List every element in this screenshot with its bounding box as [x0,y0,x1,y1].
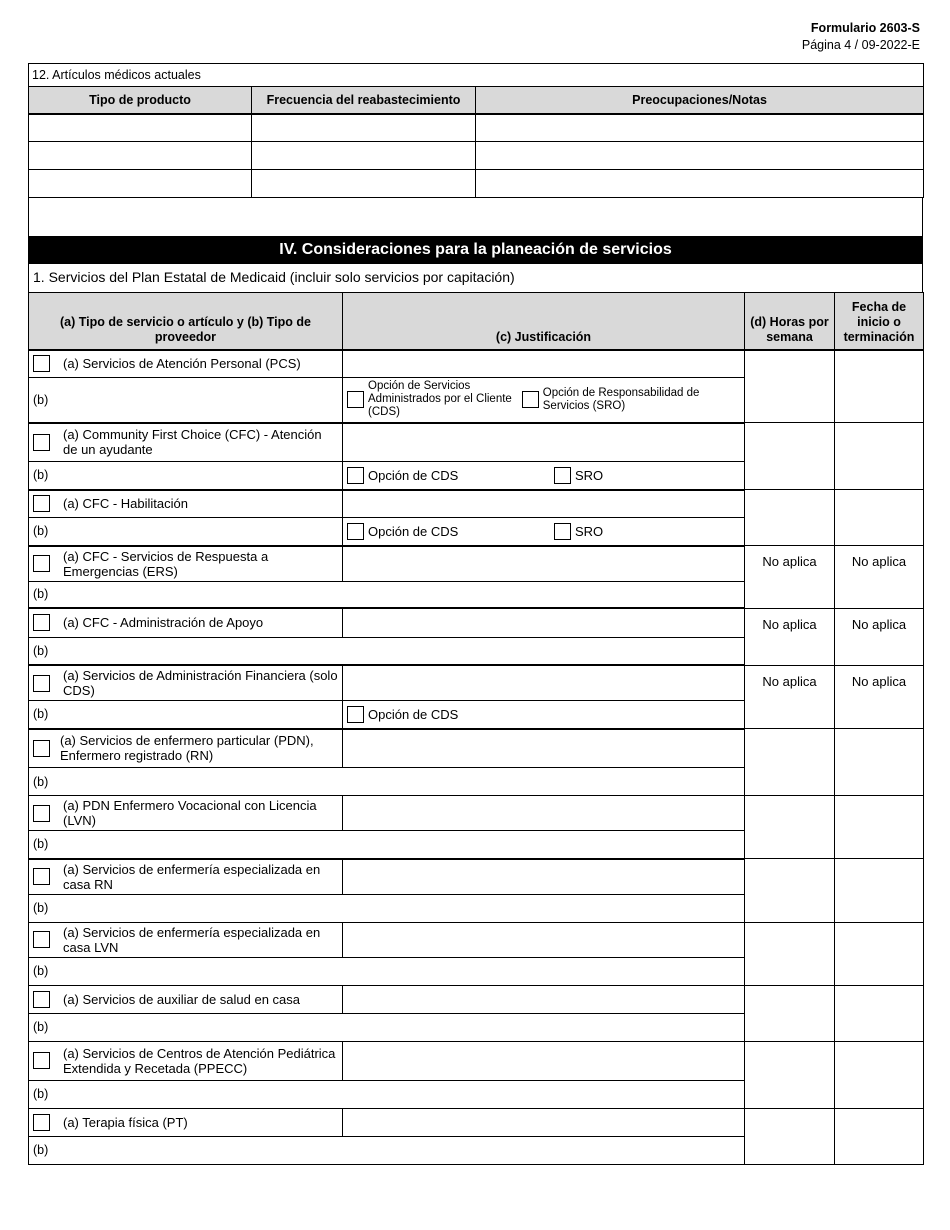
service-label: (a) CFC - Servicios de Respuesta a Emergencias (ERS) [63,548,269,579]
date-field[interactable] [835,1108,924,1164]
service-checkbox[interactable] [33,614,50,631]
col-service-type: (a) Tipo de servicio o artículo y (b) Tipo de proveedor [29,293,343,350]
concerns-notes-field[interactable] [476,114,924,142]
justification-field[interactable] [343,423,745,462]
provider-type-label: (b) [29,894,745,922]
restock-frequency-field[interactable] [252,170,476,198]
service-row [29,546,343,582]
concerns-notes-field[interactable] [476,170,924,198]
sro-option-label: SRO [575,467,604,483]
service-row [29,1108,343,1136]
hours-field[interactable] [745,1041,835,1108]
hours-field[interactable] [745,350,835,423]
provider-type-label: (b) [29,957,745,985]
product-type-field[interactable] [29,170,252,198]
sro-option-label: SRO [575,523,604,539]
hours-not-applicable: No aplica [745,665,835,729]
cds-option-checkbox[interactable] [347,391,364,408]
provider-type-label: (b) [29,1013,745,1041]
service-label: (a) Servicios de Atención Personal (PCS) [63,356,301,372]
service-checkbox[interactable] [33,495,50,512]
date-field[interactable] [835,423,924,490]
col-product-type: Tipo de producto [29,87,252,114]
provider-type-label: (b) [29,581,745,608]
section-4-subtitle: 1. Servicios del Plan Estatal de Medicaid (incluir solo servicios por capitación) [28,264,923,293]
service-label: (a) CFC - Administración de Apoyo [63,615,264,631]
option-cell [343,378,745,423]
restock-frequency-field[interactable] [252,142,476,170]
provider-type-label: (b) [29,1136,745,1164]
service-label: (a) Servicios de auxiliar de salud en casa [63,991,301,1007]
provider-type-label: (b) [29,768,745,796]
justification-field[interactable] [343,1108,745,1136]
service-checkbox[interactable] [33,931,50,948]
option-cell [343,518,745,546]
date-field[interactable] [835,796,924,859]
service-checkbox[interactable] [33,805,50,822]
justification-field[interactable] [343,922,745,957]
cds-option-label: Opción de Servicios Administrados por el Cliente (CDS) [368,380,512,419]
sro-option-checkbox[interactable] [522,391,539,408]
provider-type-label: (b) [29,831,745,859]
service-row [29,922,343,957]
service-checkbox[interactable] [33,991,50,1008]
section-4-title: IV. Consideraciones para la planeación de servicios [28,236,923,264]
option-cell [343,462,745,490]
service-checkbox[interactable] [33,675,50,692]
cds-option-label: Opción de CDS [368,467,459,483]
date-field[interactable] [835,859,924,923]
service-label: (a) Servicios de enfermería especializada en casa LVN [63,924,321,955]
date-not-applicable: No aplica [835,608,924,665]
concerns-notes-field[interactable] [476,142,924,170]
restock-frequency-field[interactable] [252,114,476,142]
sro-option-label: Opción de Responsabilidad de Servicios (SRO) [542,386,700,412]
hours-not-applicable: No aplica [745,546,835,609]
col-concerns-notes: Preocupaciones/Notas [476,87,924,114]
service-row [29,490,343,518]
justification-field[interactable] [343,796,745,831]
service-label: (a) Community First Choice (CFC) - Atención de un ayudante [63,427,322,458]
service-label: (a) Terapia física (PT) [63,1114,188,1130]
cds-option-label: Opción de CDS [368,706,459,722]
provider-type-label: (b) [29,701,343,729]
date-field[interactable] [835,490,924,546]
sro-option-checkbox[interactable] [554,467,571,484]
hours-field[interactable] [745,985,835,1041]
justification-field[interactable] [343,490,745,518]
hours-field[interactable] [745,490,835,546]
date-not-applicable: No aplica [835,665,924,729]
spacer-area [28,197,923,237]
form-number: Formulario 2603-S [810,21,920,35]
service-row [29,796,343,831]
service-label: (a) CFC - Habilitación [63,496,188,512]
medical-supplies-table [28,63,924,198]
service-checkbox[interactable] [33,434,50,451]
service-label: (a) Servicios de Centros de Atención Pediátrica Extendida y Recetada (PPECC) [63,1045,336,1076]
col-justification: (c) Justificación [343,293,745,350]
provider-type-label: (b) [29,378,343,423]
service-label: (a) Servicios de enfermero particular (PDN), Enfermero registrado (RN) [60,733,314,764]
cds-option-checkbox[interactable] [347,467,364,484]
date-field[interactable] [835,985,924,1041]
sro-option-checkbox[interactable] [554,523,571,540]
provider-type-label: (b) [29,1080,745,1108]
justification-field[interactable] [343,350,745,378]
services-table [28,292,924,1165]
hours-field[interactable] [745,423,835,490]
provider-type-label: (b) [29,462,343,490]
col-restock-frequency: Frecuencia del reabastecimiento [252,87,476,114]
service-row [29,350,343,378]
service-label: (a) Servicios de enfermería especializada en casa RN [63,861,321,892]
option-cell [343,701,745,729]
justification-field[interactable] [343,608,745,637]
service-row [29,1041,343,1080]
provider-type-label: (b) [29,518,343,546]
service-checkbox[interactable] [33,555,50,572]
cds-option-label: Opción de CDS [368,523,459,539]
service-row [29,665,343,701]
service-checkbox[interactable] [33,740,50,757]
date-field[interactable] [835,350,924,423]
product-type-field[interactable] [29,114,252,142]
provider-type-label: (b) [29,637,745,665]
service-checkbox[interactable] [33,868,50,885]
cds-option-checkbox[interactable] [347,523,364,540]
service-row [29,423,343,462]
justification-field[interactable] [343,1041,745,1080]
service-checkbox[interactable] [33,1052,50,1069]
col-hours-per-week: (d) Horas por semana [745,293,835,350]
date-field[interactable] [835,1041,924,1108]
service-row [29,729,343,768]
cds-option-checkbox[interactable] [347,706,364,723]
service-label: (a) PDN Enfermero Vocacional con Licencia (LVN) [63,798,317,828]
justification-field[interactable] [343,729,745,768]
justification-field[interactable] [343,546,745,582]
col-start-end-date: Fecha de inicio o terminación [835,293,924,350]
hours-field[interactable] [745,796,835,859]
hours-field[interactable] [745,729,835,796]
justification-field[interactable] [343,665,745,701]
form-header [802,20,920,54]
hours-field[interactable] [745,859,835,923]
service-row [29,985,343,1013]
section-12-caption: 12. Artículos médicos actuales [29,64,924,87]
service-row [29,608,343,637]
date-field[interactable] [835,922,924,985]
justification-field[interactable] [343,859,745,895]
page-number: Página 4 / 09-2022-E [801,38,920,52]
service-checkbox[interactable] [33,1114,50,1131]
hours-field[interactable] [745,1108,835,1164]
service-label: (a) Servicios de Administración Financiera (solo CDS) [63,668,338,698]
service-row [29,859,343,895]
service-checkbox[interactable] [33,355,50,372]
hours-field[interactable] [745,922,835,985]
justification-field[interactable] [343,985,745,1013]
date-not-applicable: No aplica [835,546,924,609]
hours-not-applicable: No aplica [745,608,835,665]
date-field[interactable] [835,729,924,796]
product-type-field[interactable] [29,142,252,170]
